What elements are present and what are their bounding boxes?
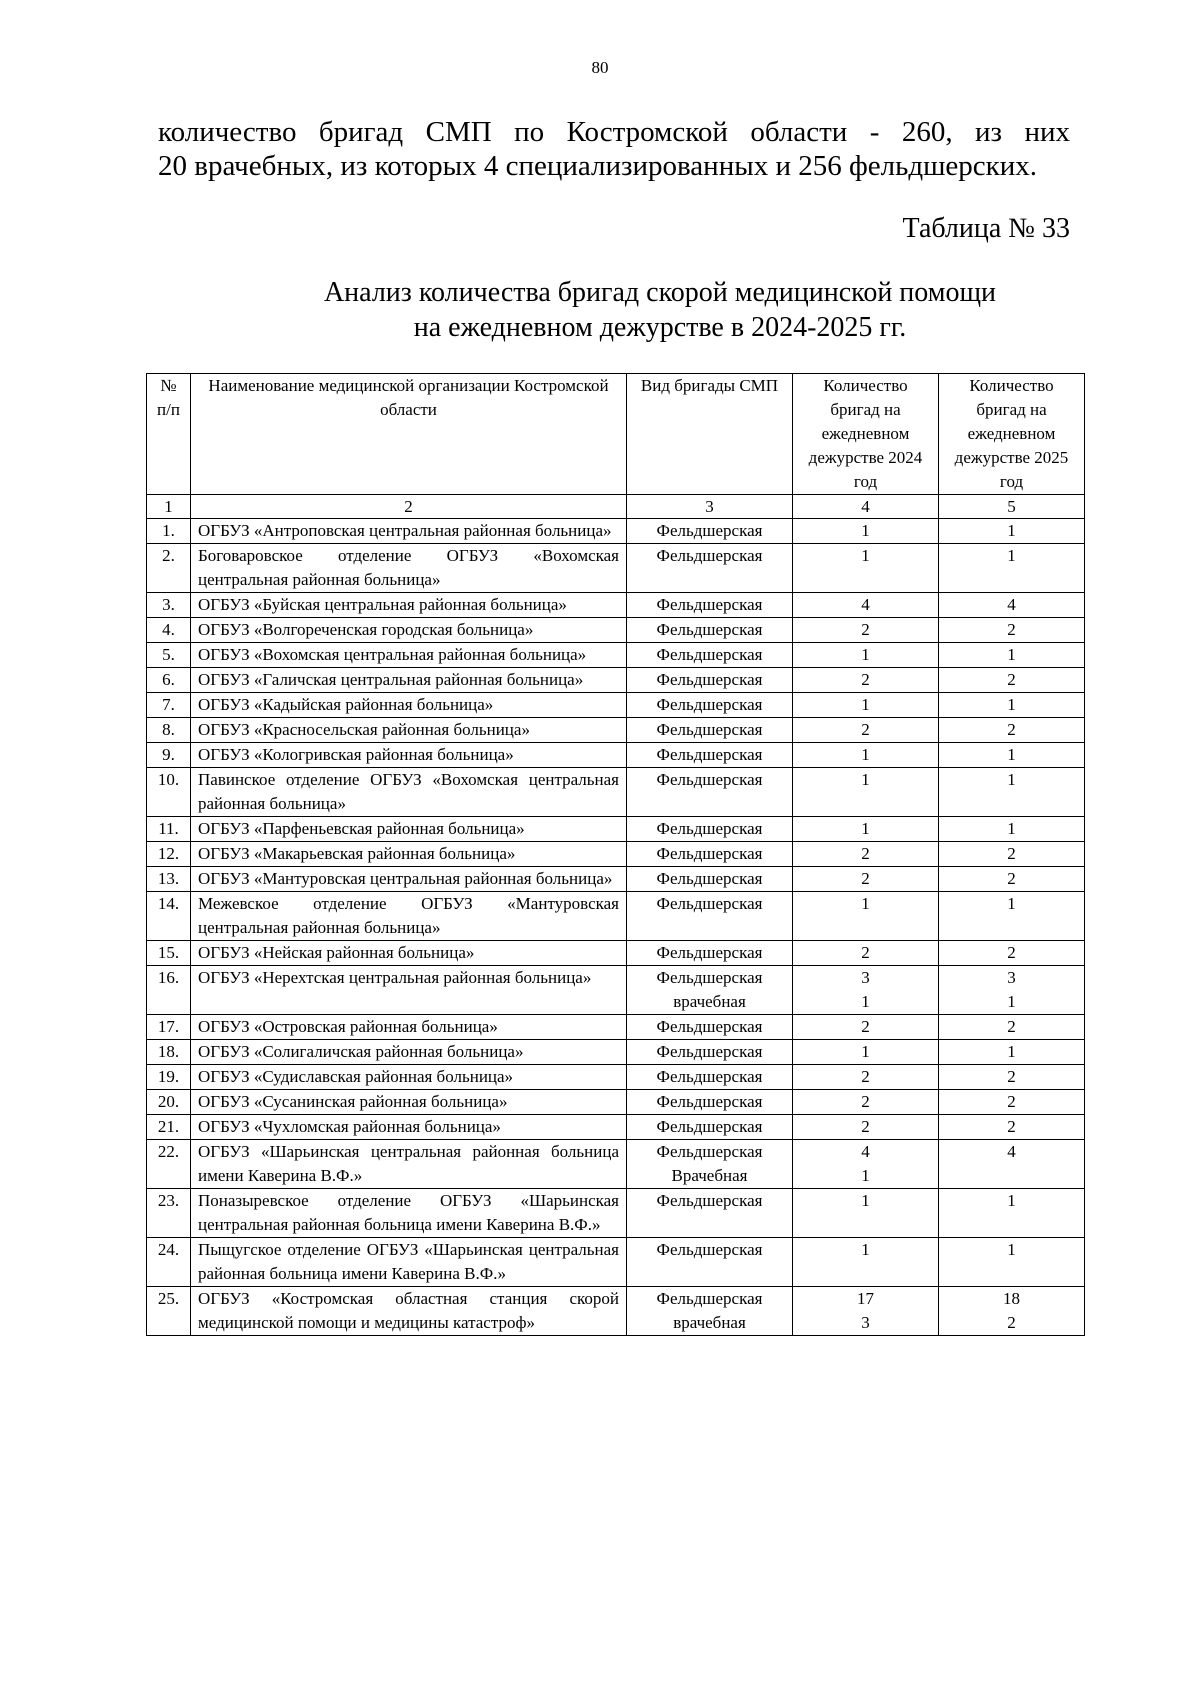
header-organization: Наименование медицинской организации Костромской области <box>191 374 627 495</box>
row-number: 7. <box>147 693 191 718</box>
organization-name: Пыщугское отделение ОГБУЗ «Шарьинская центральная районная больница имени Каверина В.Ф.» <box>191 1238 627 1287</box>
count-2024-value: 1 <box>861 1166 870 1185</box>
table-row <box>147 966 1085 1015</box>
header-brigade-type: Вид бригады СМП <box>627 374 793 495</box>
row-number: 12. <box>147 842 191 867</box>
count-2025 <box>939 817 1085 842</box>
brigade-type <box>627 544 793 593</box>
organization-name: ОГБУЗ «Чухломская районная больница» <box>191 1115 627 1140</box>
count-2024-value: 2 <box>861 844 870 863</box>
organization-name: ОГБУЗ «Вохомская центральная районная больница» <box>191 643 627 668</box>
table-row <box>147 743 1085 768</box>
count-2024 <box>793 941 939 966</box>
brigade-type <box>627 966 793 1015</box>
brigade-type <box>627 867 793 892</box>
brigade-type-value: Фельдшерская <box>656 1117 763 1136</box>
brigade-type <box>627 718 793 743</box>
organization-name: ОГБУЗ «Волгореченская городская больница» <box>191 618 627 643</box>
row-number: 22. <box>147 1140 191 1189</box>
table-title <box>160 275 1160 345</box>
count-2025 <box>939 1065 1085 1090</box>
count-2024-value: 2 <box>861 1067 870 1086</box>
count-2024-value: 1 <box>861 695 870 714</box>
brigade-type-value: Фельдшерская <box>656 943 763 962</box>
row-number: 5. <box>147 643 191 668</box>
count-2024 <box>793 867 939 892</box>
count-2025-value: 1 <box>1007 1042 1016 1061</box>
table-title-line-1: Анализ количества бригад скорой медицинской помощи <box>323 277 997 308</box>
count-2025 <box>939 693 1085 718</box>
table-row <box>147 867 1085 892</box>
header-count-2024: Количество бригад на ежедневном дежурстве 2024 год <box>793 374 939 495</box>
row-number: 20. <box>147 1090 191 1115</box>
brigade-type-value: Фельдшерская <box>656 1289 763 1308</box>
brigade-type-value: Фельдшерская <box>656 595 763 614</box>
count-2025 <box>939 1287 1085 1336</box>
brigade-type <box>627 593 793 618</box>
column-number: 4 <box>793 495 939 519</box>
table-body <box>147 519 1085 1336</box>
count-2024 <box>793 1090 939 1115</box>
row-number: 19. <box>147 1065 191 1090</box>
count-2025-value: 4 <box>1007 595 1016 614</box>
brigade-type-value: Фельдшерская <box>656 968 763 987</box>
row-number: 9. <box>147 743 191 768</box>
brigade-type-value: Фельдшерская <box>656 546 763 565</box>
table-row <box>147 593 1085 618</box>
row-number: 21. <box>147 1115 191 1140</box>
table-row <box>147 1287 1085 1336</box>
brigade-type-value: Фельдшерская <box>656 1092 763 1111</box>
table-row <box>147 718 1085 743</box>
count-2025-value: 2 <box>1007 720 1016 739</box>
brigade-type <box>627 892 793 941</box>
count-2024-value: 17 <box>857 1289 874 1308</box>
row-number: 3. <box>147 593 191 618</box>
count-2025-value: 1 <box>1007 1191 1016 1210</box>
table-row <box>147 1238 1085 1287</box>
count-2024-value: 1 <box>861 1042 870 1061</box>
count-2024 <box>793 718 939 743</box>
brigade-type-value: Фельдшерская <box>656 1142 763 1161</box>
count-2024 <box>793 1238 939 1287</box>
brigade-type <box>627 519 793 544</box>
count-2024-value: 2 <box>861 720 870 739</box>
row-number: 14. <box>147 892 191 941</box>
count-2025 <box>939 1189 1085 1238</box>
organization-name: ОГБУЗ «Красносельская районная больница» <box>191 718 627 743</box>
count-2025-value: 1 <box>1007 695 1016 714</box>
brigade-type <box>627 1040 793 1065</box>
row-number: 6. <box>147 668 191 693</box>
count-2025-value: 3 <box>1007 968 1016 987</box>
count-2025-value: 2 <box>1007 1017 1016 1036</box>
brigade-type <box>627 1090 793 1115</box>
brigade-type <box>627 643 793 668</box>
count-2024-value: 2 <box>861 620 870 639</box>
count-2024-value: 1 <box>861 819 870 838</box>
table-number: Таблица № 33 <box>902 213 1070 244</box>
organization-name: ОГБУЗ «Нерехтская центральная районная больница» <box>191 966 627 1015</box>
organization-name: ОГБУЗ «Кологривская районная больница» <box>191 743 627 768</box>
count-2024 <box>793 1140 939 1189</box>
brigade-type <box>627 668 793 693</box>
count-2025 <box>939 892 1085 941</box>
count-2025-value: 1 <box>1007 1240 1016 1259</box>
count-2025-value: 2 <box>1007 869 1016 888</box>
count-2024-value: 2 <box>861 1017 870 1036</box>
count-2025-value: 18 <box>1003 1289 1020 1308</box>
row-number: 18. <box>147 1040 191 1065</box>
brigade-type <box>627 1287 793 1336</box>
row-number: 10. <box>147 768 191 817</box>
count-2025 <box>939 519 1085 544</box>
count-2024 <box>793 1040 939 1065</box>
count-2024-value: 2 <box>861 1117 870 1136</box>
organization-name: ОГБУЗ «Буйская центральная районная больница» <box>191 593 627 618</box>
table-row <box>147 768 1085 817</box>
row-number: 8. <box>147 718 191 743</box>
count-2025 <box>939 643 1085 668</box>
count-2024-value: 1 <box>861 770 870 789</box>
brigade-type <box>627 842 793 867</box>
brigade-type <box>627 1065 793 1090</box>
organization-name: Межевское отделение ОГБУЗ «Мантуровская центральная районная больница» <box>191 892 627 941</box>
count-2024-value: 3 <box>861 968 870 987</box>
row-number: 23. <box>147 1189 191 1238</box>
count-2025-value: 1 <box>1007 770 1016 789</box>
brigade-type <box>627 941 793 966</box>
brigade-type <box>627 618 793 643</box>
brigade-type-value: Фельдшерская <box>656 1017 763 1036</box>
count-2025-value: 2 <box>1007 620 1016 639</box>
brigade-type-value: Фельдшерская <box>656 1240 763 1259</box>
count-2025 <box>939 618 1085 643</box>
organization-name: ОГБУЗ «Шарьинская центральная районная больница имени Каверина В.Ф.» <box>191 1140 627 1189</box>
organization-name: ОГБУЗ «Сусанинская районная больница» <box>191 1090 627 1115</box>
count-2024 <box>793 966 939 1015</box>
row-number: 13. <box>147 867 191 892</box>
organization-name: ОГБУЗ «Мантуровская центральная районная больница» <box>191 867 627 892</box>
brigade-type-value: Фельдшерская <box>656 695 763 714</box>
brigade-type <box>627 743 793 768</box>
count-2024 <box>793 693 939 718</box>
brigades-table <box>146 373 1085 1336</box>
count-2024 <box>793 519 939 544</box>
count-2025 <box>939 1040 1085 1065</box>
table-row <box>147 693 1085 718</box>
brigade-type <box>627 817 793 842</box>
count-2024-value: 1 <box>861 1191 870 1210</box>
count-2024-value: 4 <box>861 595 870 614</box>
column-number: 5 <box>939 495 1085 519</box>
count-2024-value: 2 <box>861 1092 870 1111</box>
brigade-type <box>627 1015 793 1040</box>
brigade-type-value: Фельдшерская <box>656 894 763 913</box>
table-row <box>147 544 1085 593</box>
count-2024-value: 1 <box>861 745 870 764</box>
count-2025 <box>939 668 1085 693</box>
row-number: 24. <box>147 1238 191 1287</box>
count-2024 <box>793 1065 939 1090</box>
count-2025 <box>939 1015 1085 1040</box>
count-2025-value: 2 <box>1007 1067 1016 1086</box>
brigade-type-value: Фельдшерская <box>656 1042 763 1061</box>
count-2024-value: 2 <box>861 670 870 689</box>
brigade-type-value: Фельдшерская <box>656 1191 763 1210</box>
count-2025-value: 1 <box>1007 894 1016 913</box>
count-2025-value: 1 <box>1007 645 1016 664</box>
count-2024 <box>793 842 939 867</box>
count-2025 <box>939 867 1085 892</box>
table-row <box>147 1015 1085 1040</box>
column-number: 1 <box>147 495 191 519</box>
brigade-type <box>627 768 793 817</box>
brigade-type-value: Фельдшерская <box>656 620 763 639</box>
brigade-type-value: Фельдшерская <box>656 770 763 789</box>
organization-name: Боговаровское отделение ОГБУЗ «Вохомская центральная районная больница» <box>191 544 627 593</box>
row-number: 25. <box>147 1287 191 1336</box>
brigade-type-value: Фельдшерская <box>656 670 763 689</box>
brigade-type-value: врачебная <box>673 1313 746 1332</box>
intro-line-2: 20 врачебных, из которых 4 специализированных и 256 фельдшерских. <box>158 150 1038 182</box>
count-2024 <box>793 1287 939 1336</box>
count-2025 <box>939 1115 1085 1140</box>
intro-line-1: количество бригад СМП по Костромской области - 260, из них <box>158 116 1070 148</box>
count-2024-value: 4 <box>861 1142 870 1161</box>
count-2025-value: 2 <box>1007 1092 1016 1111</box>
brigade-type <box>627 693 793 718</box>
organization-name: ОГБУЗ «Судиславская районная больница» <box>191 1065 627 1090</box>
count-2025-value: 1 <box>1007 819 1016 838</box>
count-2024-value: 3 <box>861 1313 870 1332</box>
count-2024-value: 2 <box>861 943 870 962</box>
count-2024 <box>793 892 939 941</box>
organization-name: ОГБУЗ «Нейская районная больница» <box>191 941 627 966</box>
count-2025 <box>939 1238 1085 1287</box>
count-2025 <box>939 966 1085 1015</box>
count-2025 <box>939 544 1085 593</box>
table-header-row <box>147 374 1085 495</box>
table-row <box>147 1040 1085 1065</box>
table-row <box>147 941 1085 966</box>
organization-name: ОГБУЗ «Островская районная больница» <box>191 1015 627 1040</box>
organization-name: ОГБУЗ «Кадыйская районная больница» <box>191 693 627 718</box>
brigade-type-value: врачебная <box>673 992 746 1011</box>
count-2024-value: 1 <box>861 546 870 565</box>
count-2025-value: 2 <box>1007 1313 1016 1332</box>
count-2025-value: 1 <box>1007 745 1016 764</box>
count-2024-value: 1 <box>861 1240 870 1259</box>
table-row <box>147 519 1085 544</box>
organization-name: ОГБУЗ «Галичская центральная районная больница» <box>191 668 627 693</box>
table-row <box>147 668 1085 693</box>
brigade-type <box>627 1238 793 1287</box>
count-2024-value: 1 <box>861 894 870 913</box>
brigade-type-value: Фельдшерская <box>656 720 763 739</box>
brigade-type-value: Врачебная <box>671 1166 748 1185</box>
count-2025 <box>939 768 1085 817</box>
count-2024-value: 2 <box>861 869 870 888</box>
organization-name: ОГБУЗ «Парфеньевская районная больница» <box>191 817 627 842</box>
column-number: 2 <box>191 495 627 519</box>
table-row <box>147 817 1085 842</box>
count-2024-value: 1 <box>861 992 870 1011</box>
intro-paragraph <box>158 115 1070 183</box>
brigade-type <box>627 1189 793 1238</box>
count-2025 <box>939 743 1085 768</box>
table-row <box>147 1140 1085 1189</box>
table-title-line-2: на ежедневном дежурстве в 2024-2025 гг. <box>413 312 907 343</box>
table-row <box>147 1115 1085 1140</box>
count-2024 <box>793 643 939 668</box>
count-2025-value: 2 <box>1007 844 1016 863</box>
count-2025 <box>939 718 1085 743</box>
count-2025 <box>939 941 1085 966</box>
table-row <box>147 842 1085 867</box>
count-2025-value: 1 <box>1007 546 1016 565</box>
count-2024-value: 1 <box>861 645 870 664</box>
count-2025 <box>939 1140 1085 1189</box>
organization-name: ОГБУЗ «Антроповская центральная районная больница» <box>191 519 627 544</box>
count-2024-value: 1 <box>861 521 870 540</box>
count-2024 <box>793 1189 939 1238</box>
count-2025-value: 2 <box>1007 670 1016 689</box>
organization-name: ОГБУЗ «Костромская областная станция скорой медицинской помощи и медицины катастроф» <box>191 1287 627 1336</box>
table-row <box>147 1090 1085 1115</box>
count-2024 <box>793 668 939 693</box>
count-2025-value: 1 <box>1007 521 1016 540</box>
column-number: 3 <box>627 495 793 519</box>
page-number: 80 <box>591 58 609 77</box>
count-2024 <box>793 544 939 593</box>
count-2025 <box>939 1090 1085 1115</box>
table-row <box>147 1065 1085 1090</box>
organization-name: ОГБУЗ «Макарьевская районная больница» <box>191 842 627 867</box>
brigade-type-value: Фельдшерская <box>656 819 763 838</box>
organization-name: ОГБУЗ «Солигаличская районная больница» <box>191 1040 627 1065</box>
count-2025-value: 2 <box>1007 1117 1016 1136</box>
table-row <box>147 643 1085 668</box>
count-2025 <box>939 842 1085 867</box>
row-number: 15. <box>147 941 191 966</box>
row-number: 1. <box>147 519 191 544</box>
count-2024 <box>793 817 939 842</box>
row-number: 2. <box>147 544 191 593</box>
brigade-type <box>627 1140 793 1189</box>
count-2024 <box>793 768 939 817</box>
row-number: 17. <box>147 1015 191 1040</box>
row-number: 11. <box>147 817 191 842</box>
count-2024 <box>793 1015 939 1040</box>
brigade-type-value: Фельдшерская <box>656 521 763 540</box>
table-row <box>147 618 1085 643</box>
count-2025-value: 1 <box>1007 992 1016 1011</box>
row-number: 16. <box>147 966 191 1015</box>
count-2024 <box>793 1115 939 1140</box>
count-2024 <box>793 618 939 643</box>
count-2025 <box>939 593 1085 618</box>
organization-name: Павинское отделение ОГБУЗ «Вохомская центральная районная больница» <box>191 768 627 817</box>
count-2024 <box>793 743 939 768</box>
row-number: 4. <box>147 618 191 643</box>
brigade-type-value: Фельдшерская <box>656 645 763 664</box>
brigade-type-value: Фельдшерская <box>656 869 763 888</box>
brigade-type-value: Фельдшерская <box>656 1067 763 1086</box>
brigade-type <box>627 1115 793 1140</box>
count-2025-value: 4 <box>1007 1142 1016 1161</box>
header-number: № п/п <box>147 374 191 495</box>
brigade-type-value: Фельдшерская <box>656 745 763 764</box>
count-2025-value: 2 <box>1007 943 1016 962</box>
column-numbers-row <box>147 495 1085 519</box>
brigade-type-value: Фельдшерская <box>656 844 763 863</box>
count-2024 <box>793 593 939 618</box>
organization-name: Поназыревское отделение ОГБУЗ «Шарьинская центральная районная больница имени Каверина В.Ф.» <box>191 1189 627 1238</box>
table-row <box>147 1189 1085 1238</box>
table-row <box>147 892 1085 941</box>
header-count-2025: Количество бригад на ежедневном дежурстве 2025 год <box>939 374 1085 495</box>
